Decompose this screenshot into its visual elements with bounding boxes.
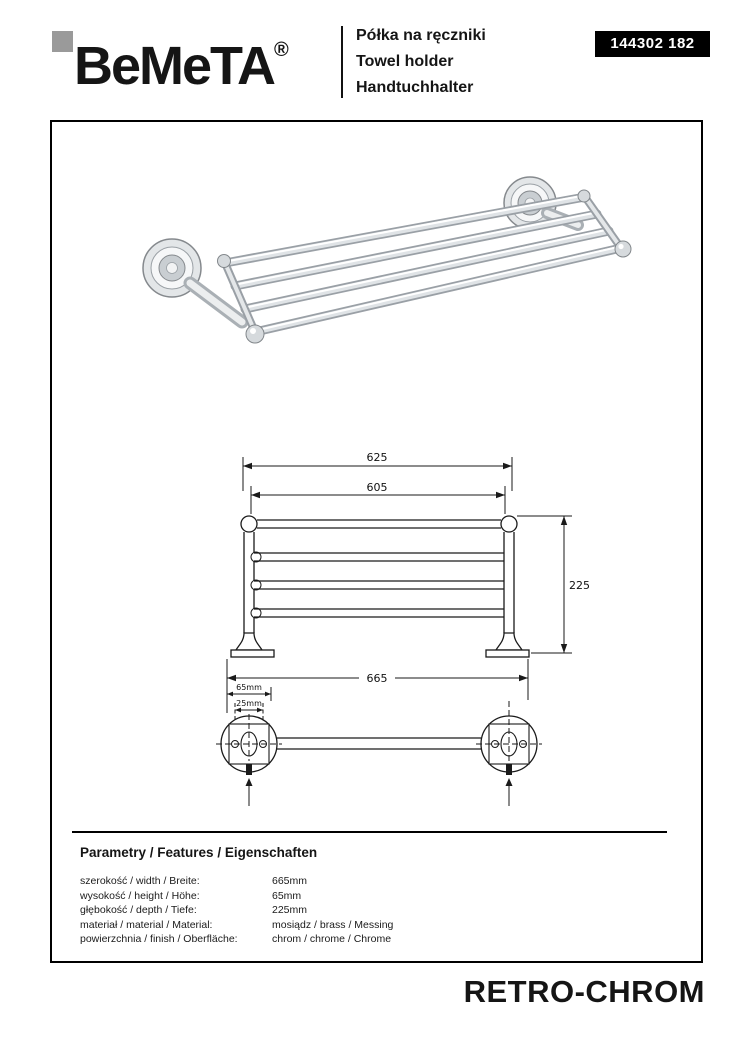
spec-label: szerokość / width / Breite:	[80, 875, 200, 887]
shelf-outline	[231, 516, 529, 657]
spec-value: 665mm	[272, 875, 308, 887]
series-name: RETRO-CHROM	[463, 974, 705, 1009]
right-flange-plan	[476, 701, 542, 806]
dim-605-label: 605	[366, 481, 388, 494]
spec-value: chrom / chrome / Chrome	[272, 933, 392, 946]
product-photo	[143, 177, 631, 343]
technical-drawing-mounting-view	[216, 683, 542, 806]
spec-label: wysokość / height / Höhe:	[80, 889, 200, 902]
dim-625-label: 625	[366, 451, 388, 464]
spec-value: 65mm	[272, 889, 302, 902]
spec-row-depth	[80, 903, 393, 918]
product-title-de: Handtuchhalter	[356, 79, 474, 96]
dim-225-label: 225	[569, 579, 590, 592]
spec-label: powierzchnia / finish / Oberfläche:	[80, 933, 238, 946]
product-code-badge: 144302 182	[595, 31, 710, 57]
technical-drawing-side-view	[227, 451, 590, 713]
dim-25mm-label: 25mm	[236, 699, 262, 708]
spec-row-width	[80, 874, 393, 889]
spec-row-height	[80, 889, 393, 904]
spec-value: 225mm	[272, 904, 308, 917]
product-title-pl: Półka na ręczniki	[356, 27, 486, 44]
dim-665-label: 665	[366, 672, 388, 685]
spec-table	[80, 874, 393, 947]
product-title-en: Towel holder	[356, 53, 454, 70]
spec-heading: Parametry / Features / Eigenschaften	[80, 845, 318, 860]
dimension-665	[227, 659, 528, 713]
spec-row-material	[80, 918, 393, 933]
registered-trademark-icon: ®	[274, 39, 289, 61]
spec-divider	[72, 831, 667, 833]
dimension-225	[517, 516, 590, 653]
dim-65mm-label: 65mm	[236, 683, 262, 692]
left-flange-plan	[216, 714, 282, 806]
spec-label: głębokość / depth / Tiefe:	[80, 904, 197, 917]
spec-label: materiał / material / Material:	[80, 918, 213, 931]
spec-value: mosiądz / brass / Messing	[272, 918, 394, 931]
spec-row-finish	[80, 932, 393, 947]
dimension-605	[251, 481, 505, 514]
brand-logo-text: BeMeTA	[74, 36, 275, 96]
